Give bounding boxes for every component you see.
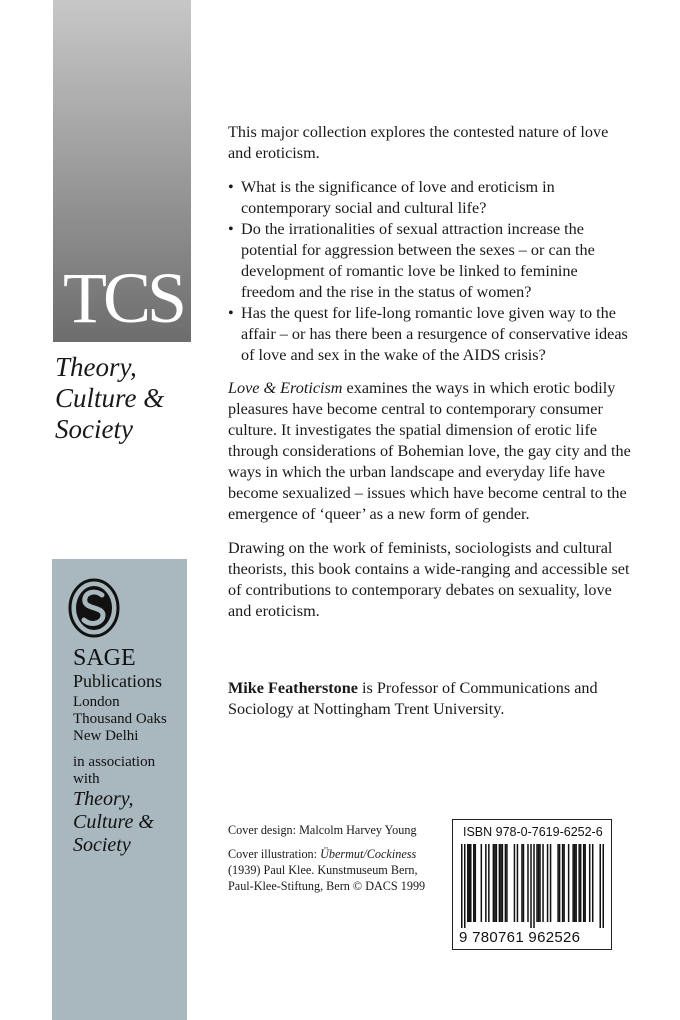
blurb-paragraph-2: Love & Eroticism examines the ways in which erotic bodily pleasures have become central to contemporary consumer culture. It investigates the spatial dimension of erotic life through considerations of Bohemian love, the gay city and the ways in which the urban landscape and everyday life have become sexualized – issues which have become central to the emergence of ‘queer’ as a new form of gender. (228, 379, 631, 523)
barcode-bar (464, 844, 466, 928)
barcode-bar (533, 844, 535, 928)
blurb-intro: This major collection explores the contested nature of love and eroticism. (228, 123, 609, 162)
cover-credits (228, 822, 443, 902)
barcode-bar (592, 844, 594, 922)
barcode-bar (584, 844, 586, 922)
blurb (228, 122, 633, 635)
barcode-bar (496, 844, 498, 922)
list-item: • Has the quest for life-long romantic love given way to the affair – or has there been a resurgence of conservative ideas of love and sex in the wake of the AIDS crisis? (228, 303, 633, 366)
series-title: Theory, Culture & Society (55, 352, 165, 444)
barcode-bar (470, 844, 472, 922)
barcode-bar (538, 844, 540, 922)
barcode-bar (575, 844, 577, 922)
barcode-bar (542, 844, 544, 922)
tcs-logo: TCS (62, 258, 184, 338)
list-item: • Do the irrationalities of sexual attraction increase the potential for aggression between the sexes – or can the development of romantic love be linked to feminine freedom and the rise in the status of women? (228, 219, 633, 303)
barcode-bar (481, 844, 483, 922)
barcode-bar (500, 844, 502, 922)
barcode-bar (485, 844, 487, 922)
blurb-questions (228, 177, 633, 366)
isbn-barcode-box (452, 819, 612, 950)
barcode-bar (523, 844, 525, 922)
barcode-bar (578, 844, 580, 922)
author-name: Mike Featherstone (228, 679, 358, 697)
isbn-label: ISBN 978-0-7619-6252-6 (463, 825, 603, 839)
barcode-bar (547, 844, 549, 922)
illustration-credit: Cover illustration: Übermut/Cockiness (1939) Paul Klee. Kunstmuseum Bern, Paul-Klee-Stiftung, Bern © DACS 1999 (228, 847, 426, 893)
isbn-digits: 9 780761 962526 (459, 929, 581, 946)
book-title: Love & Eroticism (228, 379, 343, 397)
barcode-bar (493, 844, 495, 922)
barcode-bar (530, 844, 532, 928)
barcode-bar (559, 844, 561, 922)
association-series-title: Theory, Culture & Society (73, 788, 154, 856)
barcode-bar (527, 844, 529, 922)
barcode-icon (461, 844, 604, 928)
barcode-bar (599, 844, 601, 928)
barcode-bar (521, 844, 523, 922)
barcode-bar (475, 844, 477, 922)
publisher-cities: London Thousand Oaks New Delhi (73, 694, 167, 744)
list-item: • What is the significance of love and eroticism in contemporary social and cultural life? (228, 177, 633, 219)
barcode-bar (505, 844, 507, 922)
barcode-bar (461, 844, 463, 928)
barcode-bar (499, 844, 501, 922)
barcode-bar (514, 844, 516, 922)
barcode-bar (574, 844, 576, 922)
blurb-paragraph-3: Drawing on the work of feminists, sociologists and cultural theorists, this book contains a wide-ranging and accessible set of contributions to contemporary debates on sexuality, love and eroticism. (228, 539, 630, 620)
barcode-bar (563, 844, 565, 922)
barcode-bar (467, 844, 469, 922)
barcode-bar (568, 844, 570, 922)
barcode-bar (562, 844, 564, 922)
barcode-bar (602, 844, 604, 928)
publisher-name: SAGE (73, 645, 136, 671)
barcode-bar (539, 844, 541, 922)
barcode-bar (502, 844, 504, 922)
barcode-bar (536, 844, 538, 922)
barcode-bar (469, 844, 471, 922)
barcode-bar (580, 844, 582, 922)
publisher-sub: Publications (73, 671, 162, 691)
barcode-bar (517, 844, 519, 922)
author-bio: Mike Featherstone is Professor of Communications and Sociology at Nottingham Trent University. (228, 679, 598, 718)
design-credit: Cover design: Malcolm Harvey Young (228, 823, 417, 837)
sage-logo-icon (68, 578, 120, 638)
barcode-bar (589, 844, 591, 922)
barcode-bar (550, 844, 552, 922)
barcode-bar (494, 844, 496, 922)
barcode-bar (506, 844, 508, 922)
barcode-bar (473, 844, 475, 922)
barcode-bar (557, 844, 559, 922)
barcode-bar (572, 844, 574, 922)
barcode-bar (583, 844, 585, 922)
association-note: in association with (73, 754, 156, 787)
barcode-bar (488, 844, 490, 922)
